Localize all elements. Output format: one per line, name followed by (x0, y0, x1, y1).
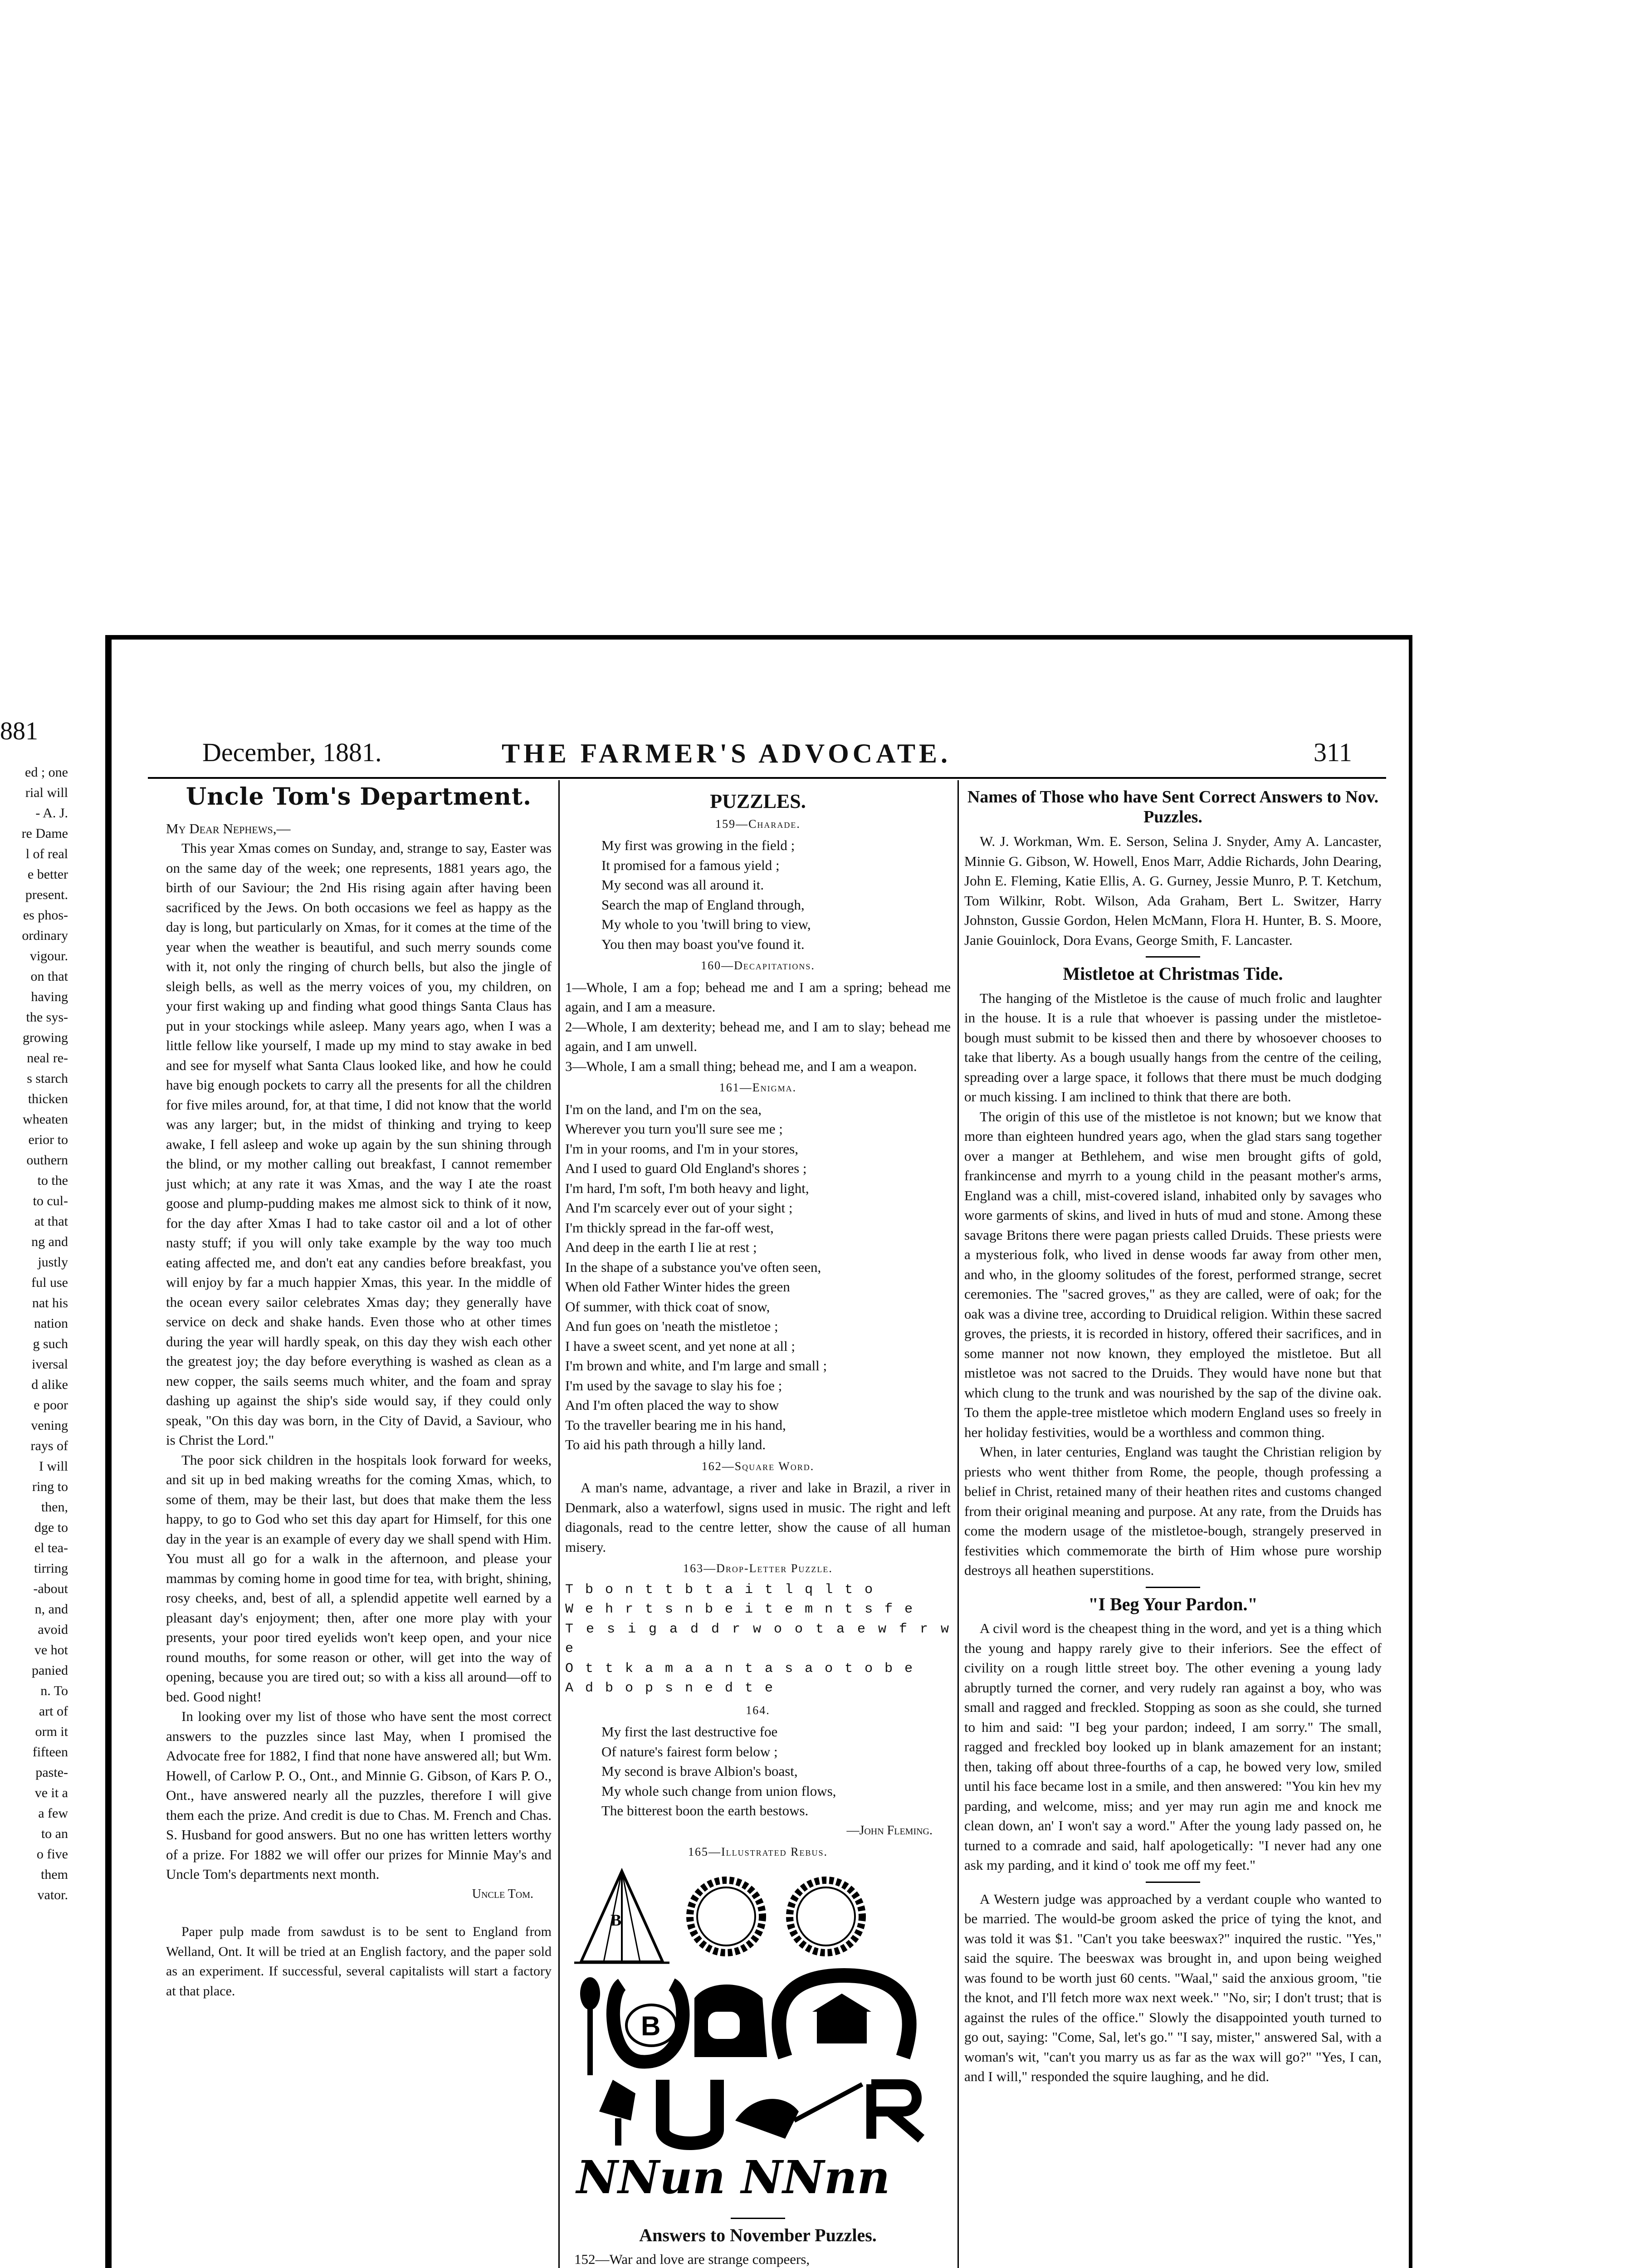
verse-line: You then may boast you've found it. (601, 936, 805, 952)
puzzle-165-title: 165—Illustrated Rebus. (688, 1845, 828, 1858)
paragraph: This year Xmas comes on Sunday, and, strange to say, Easter was on the same day of the week; one represents, 1881 years ago, the birth of our Saviour; the 2nd His rising again after having been sacrificed by the Jews. On both occasions we feel as happy as the day is long, but particularly on Xmas, for it comes at the time of the year when the weather is beautiful, and such merry sounds come with it, not only the ringing of church bells, but also the jingle of sleigh bells, as well as the merry voices of you, my children, on your first waking up and finding what good things Santa Claus has put in your stockings while asleep. Many years ago, when I was a little fellow like yourself, I made up my mind to stay awake in bed and see for myself what Santa Claus looked like, and how he could have big enough pockets to carry all the presents for all the children for five miles around, for, at that time, I did not know that the world was any larger; but, in the midst of thinking and trying to keep awake, I fell asleep and woke up again by the sun shining through the blind, or my mother calling out breakfast, I cannot remember just which; at any rate it was Xmas, and the way I ate the roast goose and plump-pudding makes me almost sick to think of it now, for the day after Xmas I had to take castor oil and a lot of other nasty stuff; if you will only take example by the way too much eating affected me, and don't eat any candies before breakfast, you will enjoy by far a much happier Xmas, this year. In the middle of the ocean every sailor celebrates Xmas day; they generally have service on deck and shake hands. Even those who at other times during the year will hardly speak, on this day they wish each other the greatest joy; the day before everything is washed as clean as a new copper, the sails seems much whiter, and the foam and spray dashing up against the ship's side would say, if they could only speak, "On this day was born, in the City of David, a Saviour, who is Christ the Lord." (166, 840, 552, 1448)
right-column (964, 787, 1382, 2087)
margin-fragment: fifteen (32, 1745, 68, 1760)
puzzle-161-verse (565, 1100, 951, 1455)
header-rule (148, 777, 1386, 779)
salutation: My Dear Nephews,— (166, 820, 291, 836)
margin-fragment: o five (36, 1847, 68, 1862)
puzzle-164-verse (565, 1722, 951, 1821)
verse-line: To aid his path through a hilly land. (565, 1437, 766, 1452)
verse-line: Wherever you turn you'll sure see me ; (565, 1121, 783, 1137)
margin-fragment: rays of (30, 1438, 68, 1453)
margin-fragment: then, (41, 1500, 68, 1515)
pardon-title: "I Beg Your Pardon." (1088, 1593, 1258, 1614)
verse-line: And I used to guard Old England's shores ; (565, 1160, 807, 1176)
page-header (130, 737, 1391, 778)
margin-fragment: erior to (28, 1132, 68, 1147)
broom-icon (735, 2084, 862, 2139)
margin-fragment: the sys- (26, 1010, 68, 1025)
verse-line: The bitterest boon the earth bestows. (601, 1803, 809, 1818)
rebus-script-letters: NNun NNnn (576, 2150, 890, 2204)
margin-fragment: art of (39, 1704, 68, 1719)
verse-line: I'm hard, I'm soft, I'm both heavy and light, (565, 1180, 809, 1196)
u-letter-icon (663, 2080, 717, 2143)
verse-line: And I'm often placed the way to show (565, 1397, 779, 1413)
puzzle-160-lines (565, 978, 951, 1076)
puzzle-line: 3—Whole, I am a small thing; behead me, and I am a weapon. (565, 1058, 917, 1074)
spoon-icon (580, 1977, 600, 2075)
paragraph: When, in later centuries, England was taught the Christian religion by priests who went thither from Rome, the people, though professing a belief in Christ, retained many of their heathen rites and customs changed from their original meaning and purpose. At any rate, from the Druids has come the modern usage of the mistletoe-bough, strangely preserved in festivities which commemorate the birth of Him whose pure worship destroys all heathen superstitions. (964, 1444, 1382, 1578)
margin-fragment: them (41, 1867, 68, 1882)
paragraph: The hanging of the Mistletoe is the cause of much frolic and laughter in the house. It is a rule that whoever is passing under the mistletoe-bough must submit to be kissed then and there by whosoever chooses to take that liberty. As a bough usually hangs from the centre of the ceiling, spreading over a large space, it follows that there must be much dodging or much kissing. I am inclined to think that there are both. (964, 990, 1382, 1105)
margin-fragment: ful use (31, 1275, 68, 1290)
verse-line: I'm on the land, and I'm on the sea, (565, 1101, 762, 1117)
margin-fragment: I will (39, 1459, 68, 1474)
verse-line: I have a sweet scent, and yet none at all ; (565, 1338, 795, 1354)
verse-line: And I'm scarcely ever out of your sight ; (565, 1200, 793, 1216)
margin-fragment: iversal (32, 1357, 68, 1372)
horseshoe-b-icon (613, 1984, 683, 2062)
margin-fragment: outhern (26, 1153, 68, 1168)
margin-fragment: present. (25, 887, 68, 902)
puzzles-column (565, 787, 951, 2268)
margin-fragment: - A. J. (35, 806, 68, 821)
answer-item (565, 2249, 951, 2268)
paragraph: A Western judge was approached by a verdant couple who wanted to be married. The would-be groom asked the price of tying the knot, and was told it was $1. "Can't you take beeswax?" inquired the rustic. "Yes," said the squire. The beeswax was brought in, and upon being weighed was found to be worth just 60 cents. "Waal," said the anxious groom, "tie the knot, and I'll fetch more wax next week." "No, sir; I don't trust; that is against the rules of the office." Slowly the disappointed youth turned to go out, saying: "Come, Sal, let's go." "I say, mister," answered Sal, with a woman's wit, "can't you marry us as far as the wax will go?" "Yes, I can, and I will," responded the squire laughing, and he did. (964, 1891, 1382, 2084)
margin-fragment: having (31, 989, 68, 1004)
svg-text:B: B (641, 2010, 661, 2041)
r-letter-icon (871, 2084, 921, 2139)
names-title: Names of Those who have Sent Correct Answers to Nov. Puzzles. (967, 787, 1379, 826)
column-divider (957, 780, 959, 2268)
letter-row: T b o n t t b t a i t l q l t o (565, 1582, 875, 1598)
svg-text:B: B (611, 1911, 622, 1929)
paragraph: The origin of this use of the mistletoe is not known; but we know that more than eighteen hundred years ago, when the glad stars sang together over a manger at Bethlehem, and wise men brought gifts of gold, frankincense and myrrh to a young child in the peasant mother's arms, England was a chill, mist-covered island, inhabited only by savages who wore garments of skins, and lived in huts of mud and stone. Among these savage Britons there were pagan priests called Druids. These priests were a mysterious folk, who lived in dense woods far away from other men, and who, in the gloomy solitudes of the forest, performed strange, secret ceremonies. The "sacred groves," as they are called, were of oak; for the oak was a divine tree, according to Druidical religion. Within these sacred groves, the priests, it is recorded in history, offered their sacrifices, and in some manner not now known, they employed the mistletoe. But all mistletoe was not sacred to the Druids. They would have none but that which clung to the trunk and was nourished by the sap of the divine oak. To them the apple-tree mistletoe which modern England uses so freely in her holiday festivities, would be a worthless and common thing. (964, 1108, 1382, 1440)
margin-fragment: n. To (40, 1683, 68, 1698)
verse-line: My second is brave Albion's boast, (601, 1763, 798, 1779)
margin-fragment: el tea- (34, 1540, 68, 1555)
boot-icon (694, 1984, 767, 2057)
margin-fragment: ve hot (34, 1642, 68, 1657)
margin-fragment: nat his (32, 1295, 68, 1310)
margin-fragment: ng and (31, 1234, 68, 1249)
paragraph: A civil word is the cheapest thing in the word, and yet is a thing which the young and happy rarely give to their inferiors. See the effect of civility on a rough little street boy. The other evening a young lady abruptly turned the corner, and very rudely ran against a boy, who was small and ragged and freckled. Stopping as soon as she could, she turned to him and said: "I beg your pardon; indeed, I am sorry." The small, ragged and freckled boy looked up in blank amazement for an instant; then, taking off about three-fourths of a cap, he bowed very low, smiled until his face became lost in a smile, and then answered: "You kin hev my parding, and welcome, miss; and yer may run agin me and knock me clean down, an' I won't say a word." After the young lady passed on, he turned to a comrade and said, half apologetically: "I never had any one ask my parding, and it kind o' took me off my feet." (964, 1620, 1382, 1873)
margin-fragment: vigour. (29, 948, 68, 963)
answers-list (565, 2249, 951, 2268)
facing-page-margin (0, 708, 73, 2068)
verse-line: It promised for a famous yield ; (601, 857, 780, 873)
margin-fragment: neal re- (27, 1051, 68, 1066)
verse-line: Of nature's fairest form below ; (601, 1743, 778, 1760)
puzzles-title: PUZZLES. (710, 790, 806, 812)
verse-line: And fun goes on 'neath the mistletoe ; (565, 1318, 778, 1334)
puzzle-159-verse (565, 836, 951, 954)
margin-fragment: wheaten (23, 1112, 68, 1127)
tent-icon (574, 1871, 669, 1963)
wreath-icon (690, 1880, 762, 1953)
rebus-illustration (572, 1867, 944, 2211)
verse-line: I'm thickly spread in the far-off west, (565, 1219, 774, 1236)
verse-line: My whole to you 'twill bring to view, (601, 916, 811, 932)
margin-fragment: n, and (34, 1602, 68, 1617)
margin-fragment: es phos- (23, 908, 68, 923)
margin-fragment: on that (30, 969, 68, 984)
facing-page-year: 881 (0, 717, 38, 745)
wreath-icon (790, 1880, 862, 1953)
news-note: Paper pulp made from sawdust is to be sent to England from Welland, Ont. It will be tried at an English factory, and the paper sold as an experiment. If successful, several capitalists will start a factory at that place. (166, 1924, 552, 1999)
letter-row: A d b o p s n e d t e (565, 1681, 775, 1696)
margin-fragment: at that (34, 1214, 68, 1229)
margin-fragment: g such (33, 1336, 68, 1351)
separator (731, 2218, 785, 2219)
margin-fragment: panied (32, 1663, 68, 1678)
margin-fragment: justly (38, 1255, 68, 1270)
margin-fragment: e poor (34, 1398, 68, 1413)
bat-icon (599, 2080, 635, 2146)
answer-number: 152— (574, 2251, 610, 2267)
column-divider (558, 780, 560, 2268)
masthead: THE FARMER'S ADVOCATE. (502, 738, 951, 768)
verse-line: I'm used by the savage to slay his foe ; (565, 1377, 782, 1393)
newspaper-page (130, 660, 1400, 2268)
margin-fragment: growing (23, 1030, 68, 1045)
margin-fragment: paste- (35, 1765, 68, 1780)
puzzle-164-author: —John Fleming. (846, 1823, 933, 1838)
margin-fragment: l of real (25, 846, 68, 861)
verse-line: To the traveller bearing me in his hand, (565, 1417, 786, 1433)
puzzle-line: 2—Whole, I am dexterity; behead me, and I am to slay; behead me again, and I am unwell. (565, 1018, 951, 1054)
margin-fragment: vator. (37, 1887, 68, 1902)
margin-fragment: dge to (34, 1520, 68, 1535)
issue-date: December, 1881. (202, 738, 382, 767)
margin-fragment: d alike (31, 1377, 68, 1392)
puzzle-163-title: 163—Drop-Letter Puzzle. (683, 1562, 833, 1575)
verse-line: I'm in your rooms, and I'm in your stores, (565, 1140, 798, 1157)
margin-fragment: orm it (35, 1724, 68, 1739)
margin-fragment: rial will (25, 785, 68, 800)
margin-fragment: -about (33, 1581, 68, 1596)
margin-fragment: nation (34, 1316, 68, 1331)
letter-row: O t t k a m a a n t a s a o t o b e (565, 1661, 915, 1677)
margin-fragment: avoid (38, 1622, 68, 1637)
separator (1146, 1587, 1200, 1588)
verse-line: In the shape of a substance you've often seen, (565, 1259, 821, 1275)
puzzle-line: 1—Whole, I am a fop; behead me and I am a spring; behead me again, and I am a measure. (565, 979, 951, 1015)
margin-fragment: to cul- (33, 1193, 68, 1208)
verse-line: And deep in the earth I lie at rest ; (565, 1239, 757, 1255)
margin-fragment: ed ; one (25, 765, 68, 780)
margin-fragment: to the (37, 1173, 68, 1188)
answer-text: War and love are strange compeers, (609, 2251, 810, 2267)
verse-line: When old Father Winter hides the green (565, 1279, 790, 1295)
verse-line: Search the map of England through, (601, 896, 805, 913)
margin-fragment: ring to (32, 1479, 68, 1494)
margin-fragment: tirring (34, 1561, 68, 1576)
margin-fragment: e better (27, 867, 68, 882)
section-title: Uncle Tom's Department. (186, 783, 532, 811)
page-number: 311 (1314, 738, 1352, 767)
mistletoe-title: Mistletoe at Christmas Tide. (1063, 963, 1283, 984)
separator (1146, 956, 1200, 958)
puzzle-161-title: 161—Enigma. (719, 1081, 797, 1094)
paragraph: In looking over my list of those who have sent the most correct answers to the puzzles since last May, when I promised the Advocate free for 1882, I find that none have answered all; but Wm. Howell, of Carlow P. O., Ont., and Minnie G. Gibson, of Kars P. O., Ont., have answered nearly all the puzzles, therefore I will give them each the prize. And credit is due to Chas. M. French and Chas. S. Husband for good answers. But no one has written letters worthy of a prize. For 1882 we will offer our prizes for Minnie May's and Uncle Tom's departments next month. (166, 1708, 552, 1882)
letter-row: T e s i g a d d r w o o t a e w f r w e (565, 1621, 951, 1657)
puzzle-159-title: 159—Charade. (715, 817, 801, 831)
verse-line: My first was growing in the field ; (601, 837, 795, 853)
puzzle-164-title: 164. (746, 1703, 770, 1717)
verse-line: My first the last destructive foe (601, 1724, 778, 1740)
verse-line: Of summer, with thick coat of snow, (565, 1298, 770, 1315)
puzzle-163-letters (565, 1580, 951, 1699)
separator (1146, 1882, 1200, 1883)
uncle-toms-department (166, 783, 552, 2001)
margin-fragment: a few (38, 1806, 68, 1821)
signature: Uncle Tom. (472, 1887, 533, 1901)
margin-fragment: thicken (28, 1091, 68, 1106)
letter-row: W e h r t s n b e i t e m n t s f e (565, 1602, 915, 1617)
horseshoe-scene-icon (779, 1975, 909, 2057)
puzzle-162-title: 162—Square Word. (701, 1459, 815, 1473)
margin-fragment: s starch (27, 1071, 68, 1086)
puzzle-162-text: A man's name, advantage, a river and lake in Brazil, a river in Denmark, also a waterfowl, signs used in music. The right and left diagonals, read to the centre letter, show the cause of all human misery. (565, 1480, 951, 1555)
facing-page-fragments (0, 762, 73, 1905)
verse-line: My second was all around it. (601, 877, 764, 893)
margin-fragment: to an (41, 1826, 68, 1841)
margin-fragment: vening (31, 1418, 68, 1433)
names-list: W. J. Workman, Wm. E. Serson, Selina J. Snyder, Amy A. Lancaster, Minnie G. Gibson, W. Howell, Enos Marr, Addie Richards, John Dearing, John E. Fleming, Katie Ellis, A. G. Gurney, Jessie Munro, P. T. Ketchum, Tom Wilkinr, Robt. Wilson, Ada Graham, Bert L. Switzer, Harry Johnston, Gussie Gordon, Helen McMann, Flora H. Hunter, B. S. Moore, Janie Gouinlock, Dora Evans, George Smith, F. Lancaster. (964, 833, 1382, 948)
answers-title: Answers to November Puzzles. (639, 2224, 877, 2245)
margin-fragment: ve it a (34, 1785, 68, 1800)
verse-line: I'm brown and white, and I'm large and small ; (565, 1358, 827, 1374)
puzzle-160-title: 160—Decapitations. (701, 959, 815, 972)
margin-fragment: ordinary (22, 928, 68, 943)
paragraph: The poor sick children in the hospitals look forward for weeks, and sit up in bed making wreaths for the coming Xmas, which, to some of them, may be their last, but does that make them the less happy, to go to God who set this day apart for Himself, for this one day in the year is an example of every day we shall spend with Him. You must all go for a walk in the afternoon, and please your mammas by coming home in good time for tea, with bright, shining, rosy cheeks, and, best of all, a splendid appetite well earned by a pleasant day's enjoyment; then, after one more play with your presents, your poor tired eyelids won't keep open, and your nice round mouths, for some reason or other, will get into the way of opening, because you are tired out; so with a kiss all around—off to bed. Good night! (166, 1452, 552, 1705)
margin-fragment: re Dame (21, 826, 68, 841)
verse-line: My whole such change from union flows, (601, 1783, 836, 1799)
